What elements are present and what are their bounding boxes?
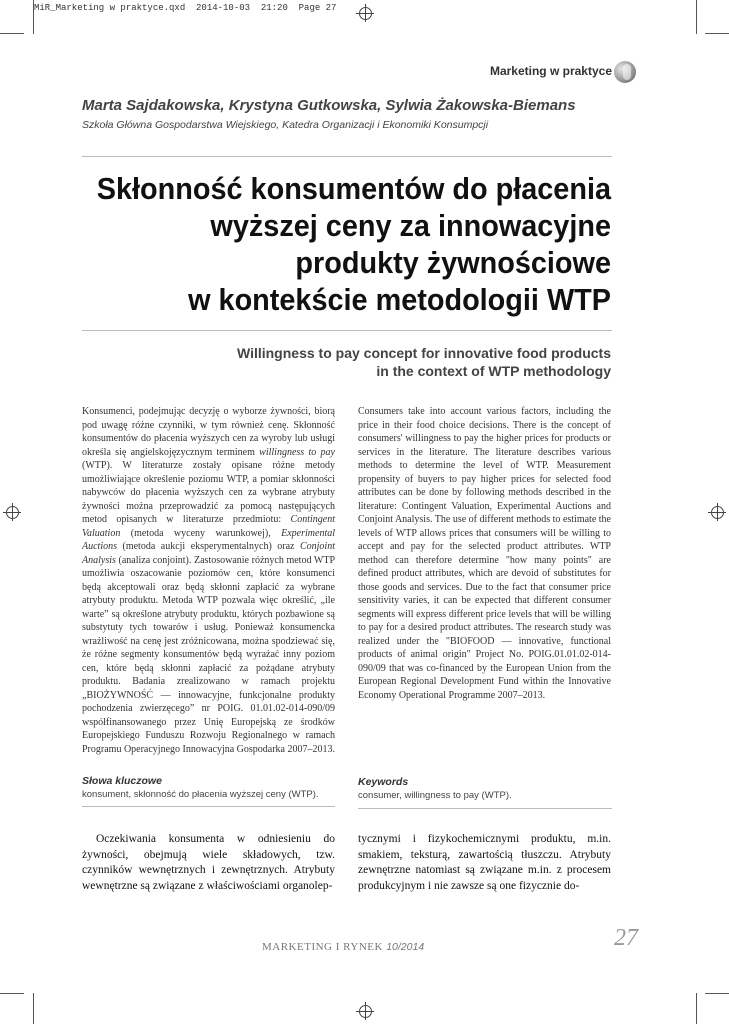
crop-mark <box>705 993 729 994</box>
footer-journal <box>262 941 424 953</box>
registration-mark-left <box>3 503 21 521</box>
article-affiliation: Szkoła Główna Gospodarstwa Wiejskiego, Katedra Organizacji i Ekonomiki Konsumpcji <box>82 119 489 131</box>
registration-mark-bottom <box>356 1002 374 1020</box>
crop-mark <box>33 993 34 1024</box>
journal-issue: 10/2014 <box>386 941 425 953</box>
registration-mark-top <box>356 4 374 22</box>
divider <box>358 808 612 809</box>
registration-mark-right <box>708 503 726 521</box>
title-line: produkty żywnościowe <box>295 245 611 280</box>
subtitle-line: Willingness to pay concept for innovative food products <box>236 345 611 361</box>
divider <box>82 806 335 807</box>
title-line: wyższej ceny za innowacyjne <box>210 208 611 243</box>
divider <box>82 330 612 331</box>
crop-mark <box>0 33 24 34</box>
subtitle-line: in the context of WTP methodology <box>376 363 611 379</box>
divider <box>82 156 612 157</box>
keywords-text-pl: konsument, skłonność do płacenia wyższej ceny (WTP). <box>82 789 319 800</box>
yin-yang-logo-icon <box>614 61 636 83</box>
keywords-heading-pl: Słowa kluczowe <box>82 775 162 787</box>
crop-mark <box>696 993 697 1024</box>
keywords-text-en: consumer, willingness to pay (WTP). <box>358 790 512 801</box>
print-slug: MiR_Marketing w praktyce.qxd 2014-10-03 21:20 Page 27 <box>34 3 337 13</box>
title-line: w kontekście metodologii WTP <box>188 282 611 317</box>
crop-mark <box>0 993 24 994</box>
section-label: Marketing w praktyce <box>489 64 612 78</box>
title-line: Skłonność konsumentów do płacenia <box>96 171 612 206</box>
abstract-english: Consumers take into account various factors, including the price in their food choice decisions. There is the concept of consumers' willingness to pay the higher prices for products or services in the literature. The literature describes various methods to determine the level of WTP. Measurement propensity of buyers to pay higher prices for selected food attributes can be done by following methods described in the literature: Contingent Valuation, Experimental Auctions and Conjoint Analysis. The use of different methods to estimate the levels of WTP allows prices that consumers will be willing to accept and pay for the selected product attributes. WTP method can therefore determine "how many points" are defined product attributes, which are devoid of substitutes for those goods and services. Due to the fact that consumer price sensitivity varies, it can be expected that different consumer segments will express different price levels that will be willing to pay for a desired product attributes. The research study was realized under the "BIOFOOD — innovative, functional products of animal origin" Project No. POIG.01.01.02-014-090/09 that was co-financed by the European Union from the European Regional Development Fund within the Innovative Economy Operational Programme 2007–2013. <box>358 406 611 701</box>
body-column-right: tycznymi i fizykochemicznymi produktu, m.in. smakiem, teksturą, zawartością tłuszczu. Atrybuty zewnętrzne natomiast są związane m.in. z procesem produkcyjnym i nie zawsze są one fizycznie do- <box>358 833 611 892</box>
article-subtitle <box>151 344 611 380</box>
keywords-heading-en: Keywords <box>358 776 409 788</box>
article-authors: Marta Sajdakowska, Krystyna Gutkowska, Sylwia Żakowska-Biemans <box>82 97 576 114</box>
page-number: 27 <box>614 925 638 951</box>
crop-mark <box>33 0 34 34</box>
abstract-polish: Konsumenci, podejmując decyzję o wyborze żywności, biorą pod uwagę różne czynniki, w tym również cenę. Skłonność konsumentów do płacenia wyższych cen za wyroby lub usługi określa się angielskojęzycznym terminem willingness to pay (WTP). W literaturze zostały opisane różne metody umożliwiające określenie poziomu WTP, a pomiar skłonności nabywców do płacenia wyższych cen za wybrane atrybuty żywności można przeprowadzić za pomocą następujących metod opisanych w literaturze przedmiotu: Contingent Valuation (metoda wyceny warunkowej), Experimental Auctions (metoda aukcji eksperymentalnych) oraz Conjoint Analysis (analiza conjoint). Zastosowanie różnych metod WTP umożliwia oszacowanie poziomów cen, które konsumenci będą akceptowali oraz będą skłonni zapłacić za wybrane atrybuty produktu. Metoda WTP pozwala więc określić, „ile warte” są określone atrybuty produktu, których pozbawione są substytuty tych towarów i usług. Ponieważ konsumencka wrażliwość na cenę jest zróżnicowana, można spodziewać się, że różne segmenty konsumentów będą wyrażać inny poziom cen, które będą skłonni zapłacić za pożądane atrybuty produktu. Badania zrealizowano w ramach projektu „BIOŻYWNOŚĆ — innowacyjne, funkcjonalne produkty pochodzenia zwierzęcego” nr POIG. 01.01.02-014-090/09 współfinansowanego przez Unię Europejską ze środków Europejskiego Funduszu Rozwoju Regionalnego w ramach Programu Operacyjnego Innowacyjna Gospodarka 2007–2013. <box>82 406 335 755</box>
crop-mark <box>696 0 697 34</box>
journal-name: MARKETING I RYNEK <box>262 941 383 953</box>
article-title <box>90 170 611 318</box>
body-column-left: Oczekiwania konsumenta w odniesieniu do żywności, obejmują wiele składowych, tzw. czynników wewnętrznych i zewnętrznych. Atrybuty wewnętrzne są związane z właściwościami organolep- <box>82 833 335 892</box>
crop-mark <box>705 33 729 34</box>
